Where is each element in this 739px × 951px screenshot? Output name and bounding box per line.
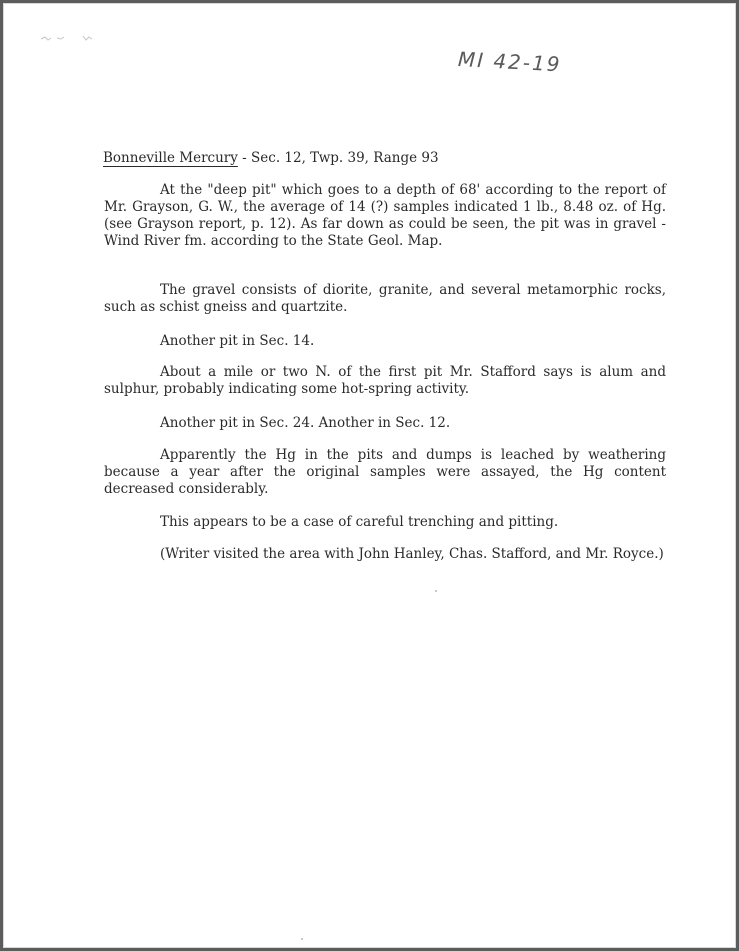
paragraph-alum-sulphur: About a mile or two N. of the first pit Mr. Stafford says is alum and sulphur, probably indicating some hot-spring activity. — [104, 364, 666, 397]
paragraph-gravel: The gravel consists of diorite, granite, and several metamorphic rocks, such as schist gneiss and quartzite. — [104, 282, 666, 315]
paragraph-deep-pit: At the "deep pit" which goes to a depth of 68' according to the report of Mr. Grayson, G. W., the average of 14 (?) samples indicated 1 lb., 8.48 oz. of Hg. (see Grayson report, p. 12). As far down as could be seen, the pit was in gravel - Wind River fm. according to the State Geol. Map. — [104, 182, 666, 249]
scan-speck — [301, 938, 303, 940]
paragraph-leached: Apparently the Hg in the pits and dumps is leached by weathering because a year after the original samples were assayed, the Hg content decreased considerably. — [104, 447, 666, 497]
paragraph-writer-visit: (Writer visited the area with John Hanley, Chas. Stafford, and Mr. Royce.) — [160, 546, 664, 562]
heading-location: Bonneville Mercury — [103, 150, 238, 166]
paragraph-sec14: Another pit in Sec. 14. — [160, 333, 315, 349]
paragraph-sec24: Another pit in Sec. 24. Another in Sec. 12. — [160, 415, 451, 431]
document-heading — [103, 150, 439, 167]
heading-details: - Sec. 12, Twp. 39, Range 93 — [237, 150, 439, 166]
scan-speck — [435, 590, 437, 592]
scan-smudge — [39, 33, 97, 43]
file-number: MI 42-19 — [457, 47, 563, 77]
paragraph-trenching: This appears to be a case of careful trenching and pitting. — [160, 514, 559, 530]
